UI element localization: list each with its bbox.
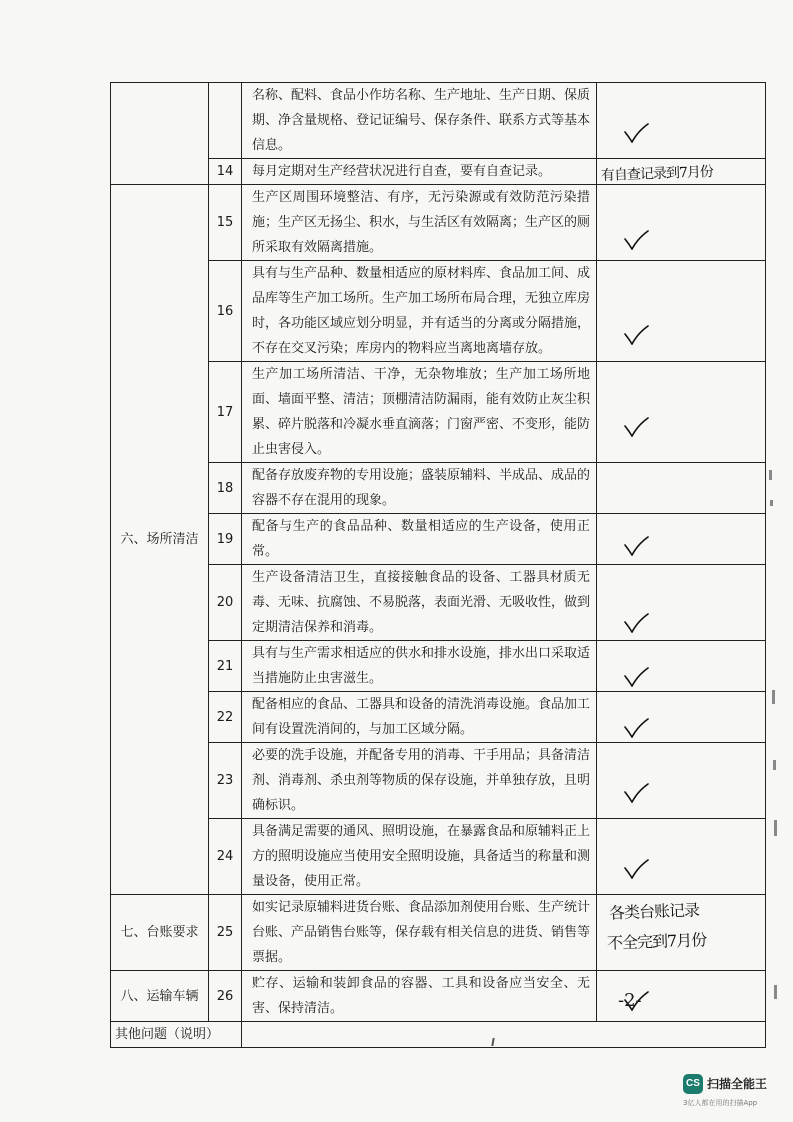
table-row: [111, 641, 766, 692]
category-cell: 七、台账要求: [111, 895, 209, 971]
item-content: 生产加工场所清洁、干净，无杂物堆放；生产加工场所地面、墙面平整、清洁；顶棚清洁防漏雨，能有效防止灰尘积累、碎片脱落和冷凝水垂直滴落；门窗严密、不变形，能防止虫害侵入。: [242, 362, 597, 463]
handwritten-note: 各类台账记录: [608, 900, 700, 923]
watermark-app-name: 扫描全能王: [707, 1077, 768, 1091]
watermark-slogan: 3亿人都在用的扫描App: [683, 1099, 758, 1107]
check-cell: [597, 185, 766, 261]
category-cell: [111, 83, 209, 185]
checkmark-icon: [623, 667, 649, 687]
table-row: [111, 565, 766, 641]
item-number: 19: [209, 514, 242, 565]
item-content: 具备满足需要的通风、照明设施，在暴露食品和原辅料正上方的照明设施应当使用安全照明设施，具备适当的称量和测量设备，使用正常。: [242, 819, 597, 895]
item-content: 如实记录原辅料进货台账、食品添加剂使用台账、生产统计台账、产品销售台账等，保存载有相关信息的进货、销售等票据。: [242, 895, 597, 971]
handwritten-note: 不全完到7月份: [606, 930, 707, 953]
item-content: 配备存放废弃物的专用设施；盛装原辅料、半成品、成品的容器不存在混用的现象。: [242, 463, 597, 514]
item-content: 生产区周围环境整洁、有序，无污染源或有效防范污染措施；生产区无扬尘、积水，与生活区有效隔离；生产区的厕所采取有效隔离措施。: [242, 185, 597, 261]
camscanner-logo-icon: CS: [683, 1074, 703, 1094]
table-row: [111, 743, 766, 819]
item-number: 18: [209, 463, 242, 514]
inspection-table: [110, 82, 766, 1048]
table-row: [111, 83, 766, 159]
checkmark-icon: [623, 613, 649, 633]
handwritten-note-cell: [597, 895, 766, 971]
item-number: 26: [209, 971, 242, 1022]
check-cell: [597, 463, 766, 514]
item-content: 每月定期对生产经营状况进行自查，要有自查记录。: [242, 159, 597, 185]
table-row: [111, 819, 766, 895]
handwritten-note-cell: [597, 159, 766, 185]
page-number: -2-: [618, 990, 642, 1011]
table-row: [111, 692, 766, 743]
category-cell: 八、运输车辆: [111, 971, 209, 1022]
item-content: 具有与生产品种、数量相适应的原材料库、食品加工间、成品库等生产加工场所。生产加工场所布局合理，无独立库房时，各功能区域应划分明显，并有适当的分离或分隔措施，不存在交叉污染；库房内的物料应当离地离墙存放。: [242, 261, 597, 362]
check-cell: [597, 261, 766, 362]
item-content: 名称、配料、食品小作坊名称、生产地址、生产日期、保质期、净含量规格、登记证编号、保存条件、联系方式等基本信息。: [242, 83, 597, 159]
checkmark-icon: [623, 718, 649, 738]
checkmark-icon: [623, 859, 649, 879]
other-issues-content: [242, 1022, 766, 1048]
item-number: 20: [209, 565, 242, 641]
item-content: 生产设备清洁卫生，直接接触食品的设备、工器具材质无毒、无味、抗腐蚀、不易脱落，表面光滑、无吸收性，做到定期清洁保养和消毒。: [242, 565, 597, 641]
checkmark-icon: [623, 536, 649, 556]
check-cell: [597, 514, 766, 565]
item-content: 配备与生产的食品品种、数量相适应的生产设备，使用正常。: [242, 514, 597, 565]
item-number: 15: [209, 185, 242, 261]
handwritten-note: 有自查记录到7月份: [600, 164, 714, 184]
checkmark-icon: [623, 417, 649, 437]
table-row: [111, 1022, 766, 1048]
item-number: 21: [209, 641, 242, 692]
scanner-watermark: [683, 1072, 783, 1112]
item-content: 必要的洗手设施，并配备专用的消毒、干手用品；具备清洁剂、消毒剂、杀虫剂等物质的保存设施，并单独存放，且明确标识。: [242, 743, 597, 819]
check-cell: [597, 641, 766, 692]
item-number: 16: [209, 261, 242, 362]
checkmark-icon: [623, 783, 649, 803]
table-row: [111, 971, 766, 1022]
item-number: 23: [209, 743, 242, 819]
table-row: [111, 463, 766, 514]
item-number: 25: [209, 895, 242, 971]
category-cell: 六、场所清洁: [111, 185, 209, 895]
check-cell: [597, 692, 766, 743]
checkmark-icon: [623, 230, 649, 250]
table-row: [111, 362, 766, 463]
checkmark-icon: [623, 325, 649, 345]
check-cell: [597, 362, 766, 463]
table-row: [111, 895, 766, 971]
item-number: 22: [209, 692, 242, 743]
check-cell: [597, 819, 766, 895]
item-number: 17: [209, 362, 242, 463]
table-row: [111, 159, 766, 185]
item-content: 具有与生产需求相适应的供水和排水设施，排水出口采取适当措施防止虫害滋生。: [242, 641, 597, 692]
item-number: 14: [209, 159, 242, 185]
table-row: [111, 185, 766, 261]
other-issues-label: 其他问题（说明）: [111, 1022, 242, 1048]
check-cell: [597, 83, 766, 159]
checkmark-icon: [623, 123, 649, 143]
table-row: [111, 514, 766, 565]
item-number: 24: [209, 819, 242, 895]
table-row: [111, 261, 766, 362]
item-number: [209, 83, 242, 159]
item-content: 配备相应的食品、工器具和设备的清洗消毒设施。食品加工间有设置洗消间的，与加工区域分隔。: [242, 692, 597, 743]
item-content: 贮存、运输和装卸食品的容器、工具和设备应当安全、无害、保持清洁。: [242, 971, 597, 1022]
check-cell: [597, 743, 766, 819]
check-cell: [597, 565, 766, 641]
